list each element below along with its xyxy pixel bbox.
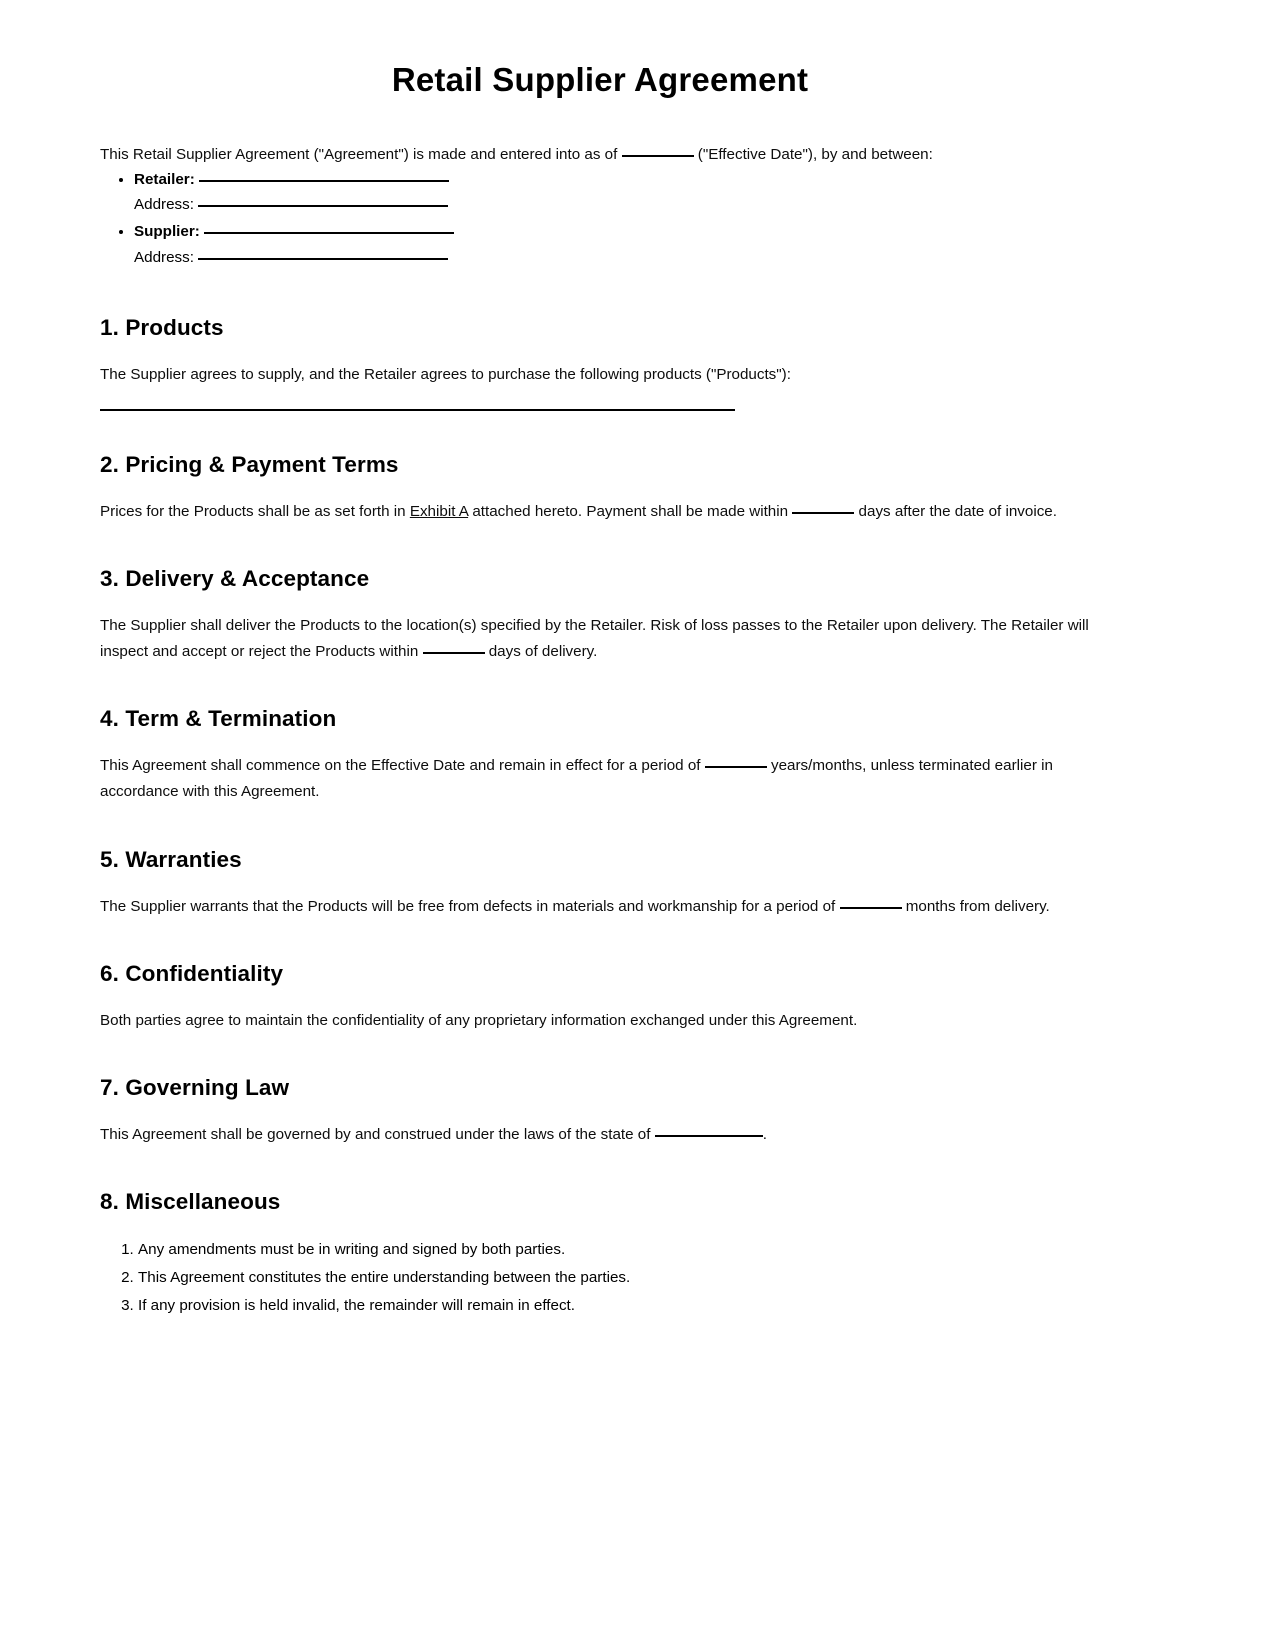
retailer-address-line (134, 193, 1100, 218)
delivery-text-part2: days of delivery. (488, 643, 598, 661)
list-item: 2. This Agreement constitutes the entire understanding between the parties. (138, 1265, 1100, 1291)
term-duration-blank[interactable] (705, 766, 767, 768)
supplier-label: Supplier: (134, 222, 200, 240)
exhibit-a-reference[interactable]: Exhibit A (409, 502, 469, 520)
section-heading-products: 1. Products (100, 315, 224, 341)
pricing-text-part1: Prices for the Products shall be as set forth in (100, 502, 406, 520)
section-body-governing-law (100, 1122, 1100, 1148)
section-body-products (100, 362, 1100, 410)
pricing-text-part3: days after the date of invoice. (858, 502, 1057, 520)
products-text: The Supplier agrees to supply, and the Retailer agrees to purchase the following products ("Products"): (100, 366, 791, 384)
section-heading-warranties: 5. Warranties (100, 846, 242, 872)
list-item-retailer (134, 168, 1100, 218)
warranties-text-part2: months from delivery. (905, 897, 1050, 915)
list-item: 1. Any amendments must be in writing and signed by both parties. (138, 1237, 1100, 1263)
page-title: Retail Supplier Agreement (391, 61, 809, 98)
document-content (100, 60, 1100, 1321)
supplier-address-blank[interactable] (198, 258, 448, 260)
intro-text-after: ("Effective Date"), by and between: (697, 145, 933, 163)
list-item: 3. If any provision is held invalid, the remainder will remain in effect. (138, 1293, 1100, 1319)
section-heading-pricing: 2. Pricing & Payment Terms (100, 451, 399, 477)
miscellaneous-list (100, 1237, 1100, 1319)
pricing-text-part2: attached hereto. Payment shall be made within (472, 502, 789, 520)
retailer-address-label: Address: (134, 196, 194, 214)
section-body-pricing (100, 499, 1100, 525)
section-heading-confidentiality: 6. Confidentiality (100, 960, 284, 986)
supplier-address-line (134, 246, 1100, 271)
effective-date-blank[interactable] (622, 155, 694, 157)
acceptance-days-blank[interactable] (423, 652, 485, 654)
governing-law-text-part2: . (762, 1126, 767, 1144)
section-body-confidentiality: Both parties agree to maintain the confidentiality of any proprietary information exchanged under this Agreement. (100, 1011, 858, 1029)
warranties-text-part1: The Supplier warrants that the Products will be free from defects in materials and workmanship for a period of (100, 897, 836, 915)
section-body-warranties (100, 894, 1100, 920)
delivery-text-part1: The Supplier shall deliver the Products to the location(s) specified by the Retailer. Risk of loss passes to the Retailer upon delivery. The Retailer will inspect and accept or reject the Products within (100, 616, 1089, 661)
supplier-address-label: Address: (134, 248, 194, 266)
term-text-part2: years/months, unless terminated earlier in accordance with this Agreement. (100, 757, 1053, 801)
products-description-blank[interactable] (100, 409, 735, 411)
intro-paragraph (100, 142, 1100, 168)
term-text-part1: This Agreement shall commence on the Effective Date and remain in effect for a period of (100, 757, 701, 775)
party-list (100, 168, 1100, 271)
section-heading-governing-law: 7. Governing Law (100, 1075, 290, 1101)
supplier-name-blank[interactable] (204, 232, 454, 234)
retailer-label: Retailer: (134, 170, 195, 188)
warranty-months-blank[interactable] (840, 907, 902, 909)
intro-text-before: This Retail Supplier Agreement ("Agreement") is made and entered into as of (100, 145, 618, 163)
governing-law-text-part1: This Agreement shall be governed by and construed under the laws of the state of (100, 1126, 651, 1144)
section-body-term (100, 753, 1100, 805)
section-body-delivery (100, 613, 1100, 665)
section-heading-delivery: 3. Delivery & Acceptance (100, 565, 370, 591)
retailer-name-blank[interactable] (199, 180, 449, 182)
section-heading-miscellaneous: 8. Miscellaneous (100, 1189, 281, 1215)
state-blank[interactable] (655, 1135, 763, 1137)
list-item-supplier (134, 220, 1100, 270)
section-heading-term: 4. Term & Termination (100, 706, 337, 732)
payment-days-blank[interactable] (792, 512, 854, 514)
retailer-address-blank[interactable] (198, 205, 448, 207)
